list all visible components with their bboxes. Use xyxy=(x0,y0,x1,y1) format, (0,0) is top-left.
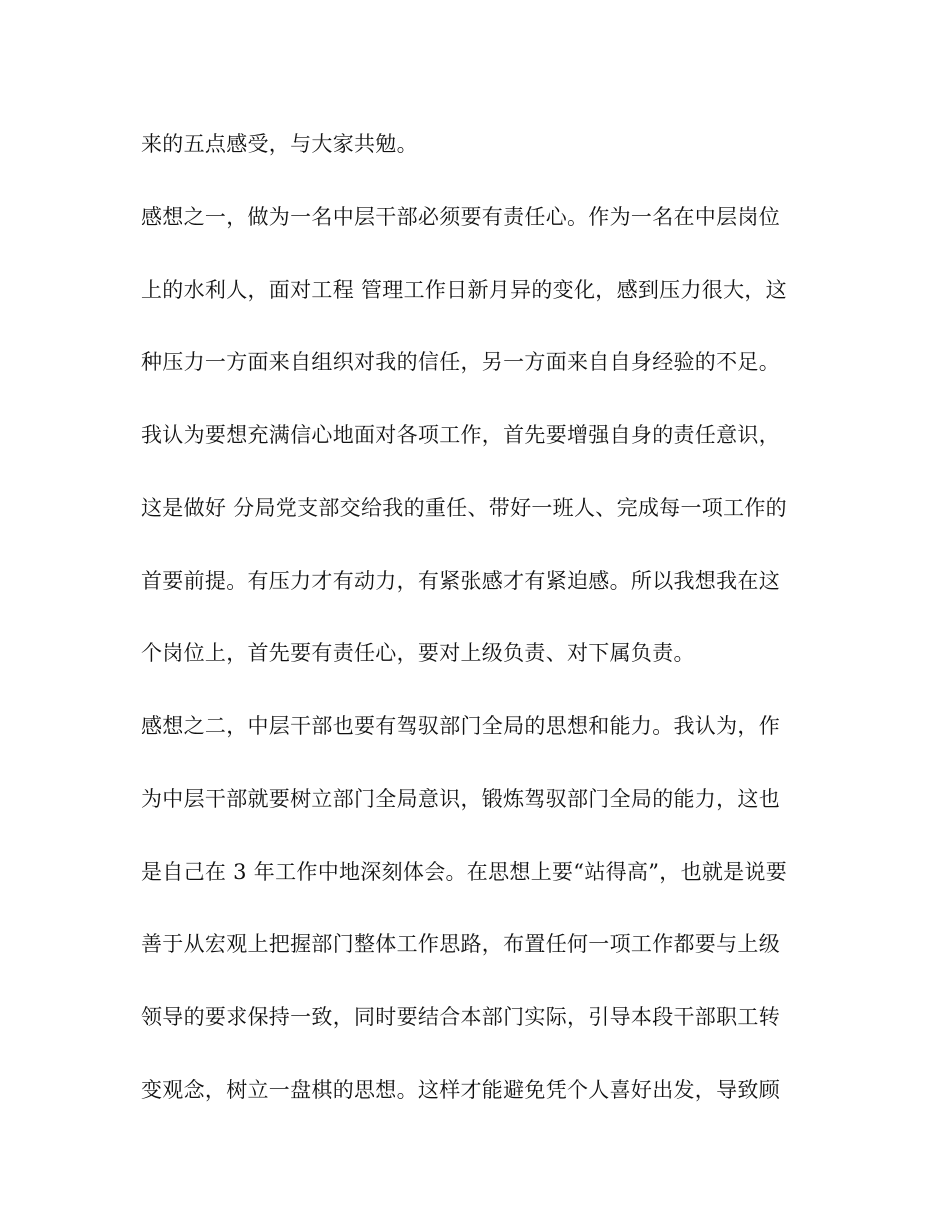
text-line: 领导的要求保持一致，同时要结合本部门实际，引导本段干部职工转 xyxy=(141,1005,780,1029)
text-line: 变观念，树立一盘棋的思想。这样才能避免凭个人喜好出发，导致顾 xyxy=(141,1078,780,1102)
text-line: 我认为要想充满信心地面对各项工作，首先要增强自身的责任意识， xyxy=(141,423,780,447)
text-line: 感想之二，中层干部也要有驾驭部门全局的思想和能力。我认为，作 xyxy=(141,714,780,738)
text-line: 上的水利人，面对工程 管理工作日新月异的变化，感到压力很大，这 xyxy=(141,278,787,302)
text-line: 为中层干部就要树立部门全局意识，锻炼驾驭部门全局的能力，这也 xyxy=(141,787,780,811)
text-line: 来的五点感受，与大家共勉。 xyxy=(141,132,418,156)
text-line: 这是做好 分局党支部交给我的重任、带好一班人、完成每一项工作的 xyxy=(141,496,787,520)
text-line: 个岗位上，首先要有责任心，要对上级负责、对下属负责。 xyxy=(141,641,695,665)
text-line: 首要前提。有压力才有动力，有紧张感才有紧迫感。所以我想我在这 xyxy=(141,569,780,593)
text-line: 善于从宏观上把握部门整体工作思路，布置任何一项工作都要与上级 xyxy=(141,932,780,956)
text-line: 感想之一，做为一名中层干部必须要有责任心。作为一名在中层岗位 xyxy=(141,205,780,229)
text-line: 种压力一方面来自组织对我的信任，另一方面来自自身经验的不足。 xyxy=(141,350,780,374)
text-line: 是自己在 3 年工作中地深刻体会。在思想上要“站得高”，也就是说要 xyxy=(141,860,788,884)
